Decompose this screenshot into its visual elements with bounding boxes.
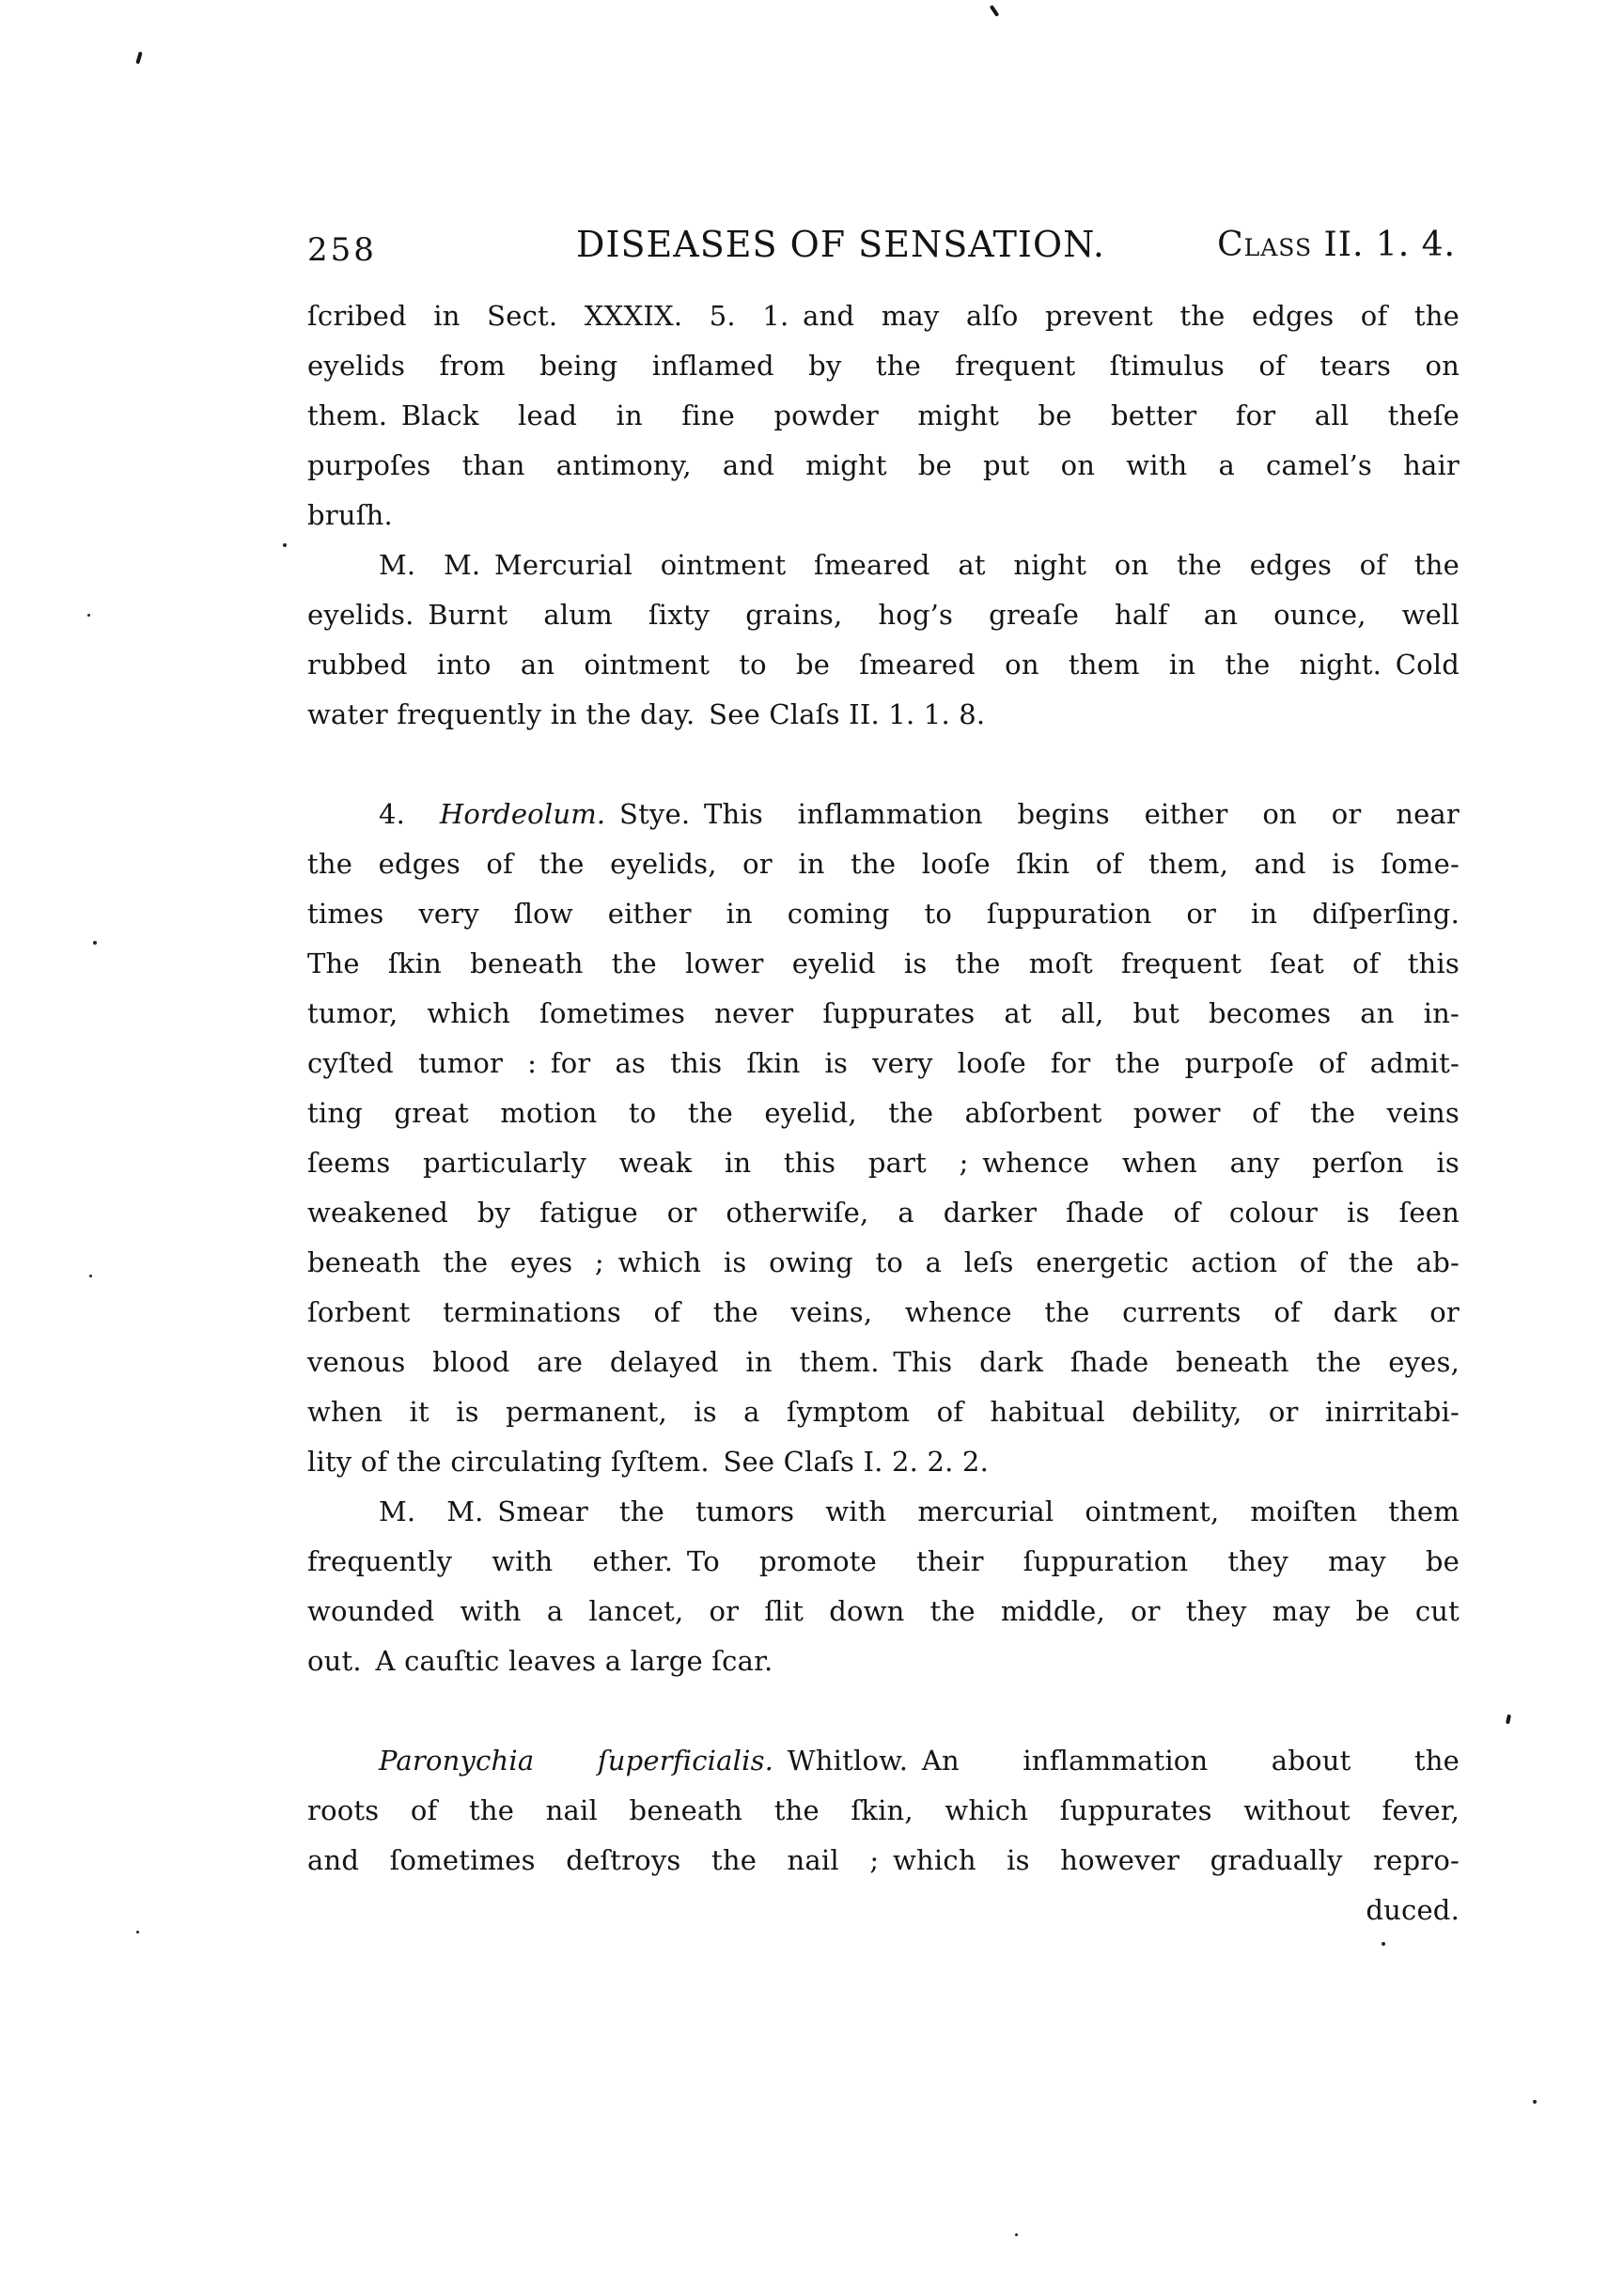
- text-line: ting great motion to the eyelid, the abſorbent power of the veins: [307, 1097, 1460, 1129]
- scan-speck: [1015, 2233, 1018, 2236]
- text-line: venous blood are delayed in them. This dark ſhade beneath the eyes,: [307, 1346, 1460, 1378]
- text-line: and ſometimes deſtroys the nail ; which is however gradually repro-: [307, 1844, 1460, 1876]
- scan-speck: [93, 941, 97, 945]
- text-line: them. Black lead in fine powder might be better for all theſe: [307, 399, 1460, 431]
- text-block: [307, 291, 1460, 1935]
- scan-speck: [1382, 1942, 1385, 1946]
- text-line: cyſted tumor : for as this ſkin is very looſe for the purpoſe of admit-: [307, 1047, 1460, 1079]
- scan-speck: [136, 1931, 139, 1934]
- text-line: [307, 790, 1460, 839]
- page-number: 258: [307, 231, 377, 269]
- text-line: M. M. Mercurial ointment ſmeared at night on the edges of the: [379, 549, 1460, 581]
- text-line: out. A cauſtic leaves a large ſcar.: [307, 1645, 773, 1677]
- text-line: eyelids from being inflamed by the frequent ſtimulus of tears on: [307, 350, 1460, 382]
- text-line: bruſh.: [307, 499, 393, 531]
- text-line: M. M. Smear the tumors with mercurial ointment, moiſten them: [379, 1495, 1460, 1527]
- running-title: DISEASES OF SENSATION.: [576, 224, 1105, 265]
- text-line: ſeems particularly weak in this part ; whence when any perſon is: [307, 1147, 1460, 1179]
- text-line: times very ſlow either in coming to ſuppuration or in diſperſing.: [307, 898, 1460, 930]
- text-line: ſorbent terminations of the veins, whence the currents of dark or: [307, 1296, 1460, 1328]
- term-latin: Paronychia ſuperficialis.: [379, 1745, 774, 1777]
- text-line: [307, 1736, 1460, 1786]
- text-line: tumor, which ſometimes never ſuppurates at all, but becomes an in-: [307, 997, 1460, 1029]
- paragraph-continuation: [307, 291, 1460, 540]
- text-line: beneath the eyes ; which is owing to a leſs energetic action of the ab-: [307, 1246, 1460, 1278]
- page-header: [307, 222, 1460, 282]
- text-line: when it is permanent, is a ſymptom of habitual debility, or inirritabi-: [307, 1396, 1460, 1428]
- paragraph-mm-remedy-1: [307, 540, 1460, 740]
- scan-speck: [135, 52, 142, 65]
- scan-speck: [87, 614, 90, 617]
- paragraph-paronychia: [307, 1736, 1460, 1935]
- section-label: Class II. 1. 4.: [1217, 226, 1456, 264]
- paragraph-hordeolum: [307, 790, 1460, 1487]
- text-line: The ſkin beneath the lower eyelid is the moſt frequent ſeat of this: [307, 947, 1460, 979]
- scan-speck: [990, 5, 1000, 17]
- text-line: water frequently in the day. See Claſs II. 1. 1. 8.: [307, 698, 986, 730]
- term-latin: Hordeolum.: [439, 798, 606, 830]
- catchword: duced.: [1366, 1894, 1460, 1926]
- text-run: Stye. This inflammation begins either on or near: [605, 798, 1460, 830]
- text-line: wounded with a lancet, or ſlit down the middle, or they may be cut: [307, 1595, 1460, 1627]
- text-line: frequently with ether. To promote their ſuppuration they may be: [307, 1545, 1460, 1577]
- text-line: lity of the circulating ſyſtem. See Claſs I. 2. 2. 2.: [307, 1446, 989, 1478]
- text-line: eyelids. Burnt alum ſixty grains, hog’s greaſe half an ounce, well: [307, 599, 1460, 631]
- text-line: ſcribed in Sect. XXXIX. 5. 1. and may alſo prevent the edges of the: [307, 300, 1460, 332]
- paragraph-mm-remedy-2: [307, 1487, 1460, 1686]
- item-number: 4.: [379, 798, 440, 830]
- text-run: Whitlow. An inflammation about the: [773, 1745, 1460, 1777]
- text-line: rubbed into an ointment to be ſmeared on them in the night. Cold: [307, 649, 1460, 681]
- text-line: purpoſes than antimony, and might be put on with a camel’s hair: [307, 449, 1460, 481]
- scan-speck: [283, 543, 287, 547]
- scan-speck: [1533, 2100, 1537, 2104]
- text-line: roots of the nail beneath the ſkin, which ſuppurates without fever,: [307, 1794, 1460, 1826]
- scan-speck: [89, 1275, 92, 1277]
- text-line: the edges of the eyelids, or in the looſe ſkin of them, and is ſome-: [307, 848, 1460, 880]
- text-line: weakened by fatigue or otherwiſe, a darker ſhade of colour is ſeen: [307, 1197, 1460, 1229]
- scan-speck: [1506, 1714, 1511, 1725]
